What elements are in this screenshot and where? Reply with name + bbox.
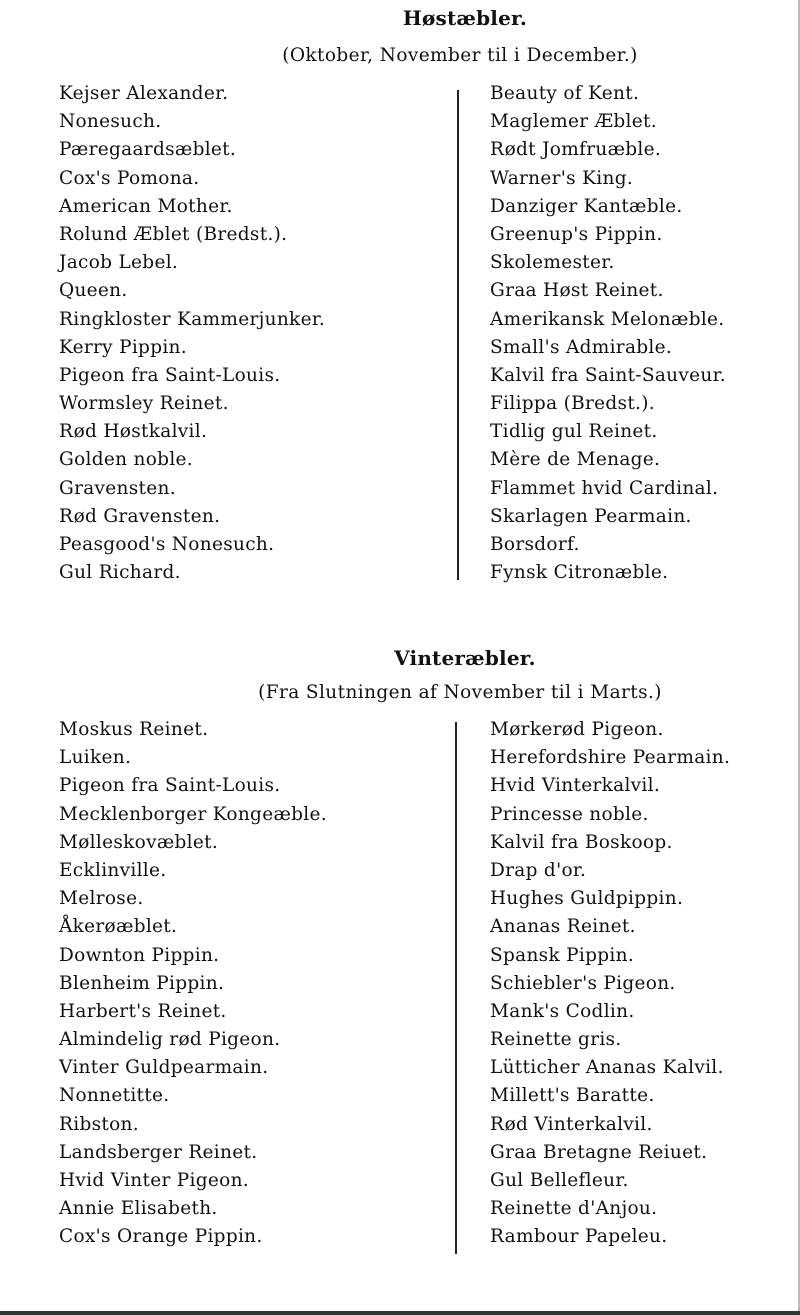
list-item: Mank's Codlin. bbox=[490, 1000, 635, 1022]
list-item: Schiebler's Pigeon. bbox=[490, 972, 676, 994]
list-item: Cox's Orange Pippin. bbox=[59, 1226, 263, 1248]
list-item: Moskus Reinet. bbox=[59, 719, 209, 740]
list-item: Hvid Vinter Pigeon. bbox=[59, 1170, 249, 1191]
list-item: Nonesuch. bbox=[59, 111, 162, 133]
list-item: Hughes Guldpippin. bbox=[490, 888, 684, 910]
list-item: Skarlagen Pearmain. bbox=[490, 505, 692, 527]
list-item: Greenup's Pippin. bbox=[490, 223, 663, 245]
list-item: Gul Bellefleur. bbox=[490, 1170, 629, 1191]
list-item: Ecklinville. bbox=[59, 859, 167, 881]
list-item: Lütticher Ananas Kalvil. bbox=[490, 1057, 724, 1079]
list-item: Jacob Lebel. bbox=[59, 252, 179, 274]
list-item: Rødt Jomfruæble. bbox=[490, 139, 662, 161]
list-item: Gul Richard. bbox=[59, 562, 181, 584]
list-item: Mère de Menage. bbox=[490, 449, 661, 471]
list-item: Harbert's Reinet. bbox=[59, 1000, 227, 1022]
list-item: Reinette gris. bbox=[490, 1029, 622, 1051]
list-item: Annie Elisabeth. bbox=[59, 1198, 218, 1220]
list-item: Queen. bbox=[59, 280, 128, 302]
list-item: Millett's Baratte. bbox=[490, 1085, 655, 1107]
scan-edge-bottom bbox=[0, 1311, 800, 1315]
list-item: Pigeon fra Saint-Louis. bbox=[59, 364, 281, 386]
list-item: Peasgood's Nonesuch. bbox=[59, 534, 275, 555]
list-item: Golden noble. bbox=[59, 449, 193, 471]
apple-list-left bbox=[59, 716, 327, 1252]
section-subtitle: (Fra Slutningen af November til i Marts.) bbox=[258, 682, 662, 703]
list-item: Warner's King. bbox=[490, 167, 634, 189]
list-item: Ananas Reinet. bbox=[490, 916, 636, 938]
list-item: Danziger Kantæble. bbox=[490, 195, 683, 217]
list-item: Kerry Pippin. bbox=[59, 336, 187, 358]
list-item: Pigeon fra Saint-Louis. bbox=[59, 775, 281, 797]
list-item: Mørkerød Pigeon. bbox=[490, 719, 664, 740]
list-item: Spansk Pippin. bbox=[490, 944, 635, 966]
list-item: Hvid Vinterkalvil. bbox=[490, 775, 661, 797]
list-item: Almindelig rød Pigeon. bbox=[59, 1029, 281, 1051]
list-item: Graa Bretagne Reiuet. bbox=[490, 1141, 708, 1163]
list-item: Rolund Æblet (Bredst.). bbox=[59, 223, 288, 245]
list-item: Mecklenborger Kongeæble. bbox=[59, 803, 327, 825]
list-item: Kalvil fra Saint-Sauveur. bbox=[490, 364, 726, 386]
list-item: Small's Admirable. bbox=[490, 336, 673, 358]
list-item: American Mother. bbox=[59, 195, 233, 217]
column-divider bbox=[455, 722, 457, 1254]
apple-list-right bbox=[490, 80, 726, 587]
apple-list-left bbox=[59, 80, 325, 587]
list-item: Landsberger Reinet. bbox=[59, 1141, 258, 1163]
list-item: Rød Gravensten. bbox=[59, 505, 221, 527]
list-item: Ribston. bbox=[59, 1113, 139, 1135]
list-item: Blenheim Pippin. bbox=[59, 972, 225, 994]
list-item: Drap d'or. bbox=[490, 859, 587, 881]
list-item: Princesse noble. bbox=[490, 803, 649, 825]
section-title: Vinteræbler. bbox=[394, 646, 536, 670]
apple-list-right bbox=[490, 716, 730, 1252]
list-item: Gravensten. bbox=[59, 477, 176, 499]
list-item: Maglemer Æblet. bbox=[490, 111, 657, 133]
section-subtitle: (Oktober, November til i December.) bbox=[282, 45, 638, 66]
list-item: Cox's Pomona. bbox=[59, 167, 200, 189]
list-item: Wormsley Reinet. bbox=[59, 393, 229, 415]
list-item: Rambour Papeleu. bbox=[490, 1226, 668, 1248]
list-item: Ringkloster Kammerjunker. bbox=[59, 308, 326, 330]
list-item: Tidlig gul Reinet. bbox=[490, 421, 658, 443]
list-item: Pæregaardsæblet. bbox=[59, 139, 237, 161]
column-divider bbox=[457, 90, 459, 580]
list-item: Fynsk Citronæble. bbox=[490, 562, 669, 584]
list-item: Melrose. bbox=[59, 888, 144, 910]
list-item: Borsdorf. bbox=[490, 534, 580, 555]
list-item: Reinette d'Anjou. bbox=[490, 1198, 658, 1220]
list-item: Kejser Alexander. bbox=[59, 83, 229, 104]
list-item: Åkerøæblet. bbox=[59, 916, 178, 938]
list-item: Downton Pippin. bbox=[59, 944, 220, 966]
list-item: Mølleskovæblet. bbox=[59, 831, 219, 853]
list-item: Luiken. bbox=[59, 747, 132, 769]
list-item: Kalvil fra Boskoop. bbox=[490, 831, 673, 853]
list-item: Herefordshire Pearmain. bbox=[490, 747, 731, 769]
list-item: Flammet hvid Cardinal. bbox=[490, 477, 719, 499]
list-item: Graa Høst Reinet. bbox=[490, 280, 664, 302]
list-item: Beauty of Kent. bbox=[490, 83, 640, 104]
list-item: Vinter Guldpearmain. bbox=[59, 1057, 269, 1079]
list-item: Filippa (Bredst.). bbox=[490, 393, 655, 415]
list-item: Nonnetitte. bbox=[59, 1085, 170, 1107]
list-item: Rød Høstkalvil. bbox=[59, 421, 208, 443]
list-item: Amerikansk Melonæble. bbox=[490, 308, 725, 330]
list-item: Skolemester. bbox=[490, 252, 615, 274]
list-item: Rød Vinterkalvil. bbox=[490, 1113, 653, 1135]
section-title: Høstæbler. bbox=[402, 6, 528, 30]
